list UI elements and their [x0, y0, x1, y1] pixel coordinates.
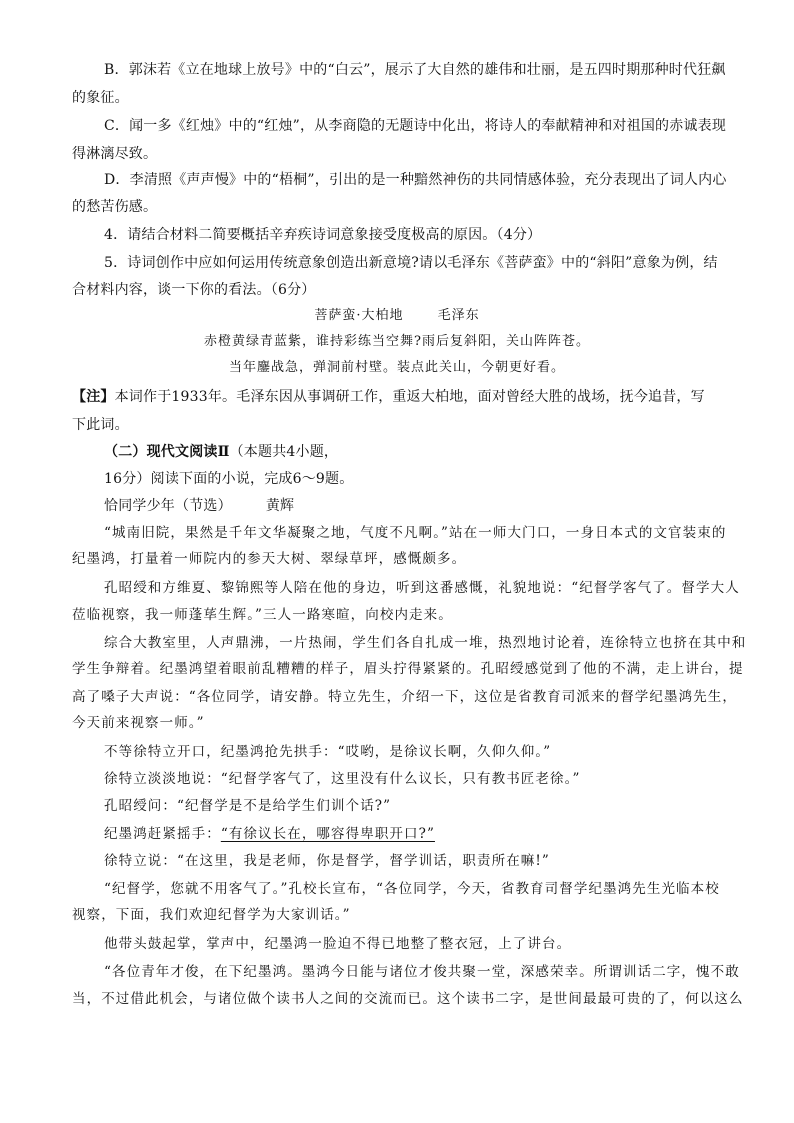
poem-heading [0, 307, 794, 325]
note-line-2: 下此词。 [72, 417, 129, 433]
story-p5: 徐特立淡淡地说：“纪督学客气了，这里没有什么议长，只有教书匠老徐。” [104, 771, 581, 787]
story-p3-line-3: 高了嗓子大声说：“各位同学，请安静。特立先生，介绍一下，这位是省教育司派来的督学纪墨鸿先生， [72, 689, 737, 705]
option-c-line-1: C．闻一多《红烛》中的“红烛”，从李商隐的无题诗中化出，将诗人的奉献精神和对祖国的赤诚表现 [104, 118, 727, 134]
story-p1-line-1: “城南旧院，果然是千年文华凝聚之地，气度不凡啊。”站在一师大门口，一身日本式的文官装束的 [104, 525, 727, 541]
option-c-line-2: 得淋漓尽致。 [72, 146, 158, 162]
story-p8: 徐特立说：“在这里，我是老师，你是督学，督学训话，职责所在嘛!” [104, 853, 550, 869]
option-b-line-2: 的象征。 [72, 90, 129, 106]
option-b-line-1: B．郭沫若《立在地球上放号》中的“白云”，展示了大自然的雄伟和壮丽，是五四时期那种时代狂飙 [104, 62, 726, 78]
section-2-instruction: 16分）阅读下面的小说，完成6～9题。 [104, 471, 354, 487]
question-4: 4．请结合材料二简要概括辛弃疾诗词意象接受度极高的原因。（4分） [104, 227, 542, 243]
section-2-heading [104, 443, 338, 461]
section-2-title: （二）现代文阅读Ⅱ [104, 444, 230, 460]
story-p10: 他带头鼓起掌，掌声中，纪墨鸿一脸迫不得已地整了整衣冠，上了讲台。 [104, 936, 572, 952]
poem-line-1: 赤橙黄绿青蓝紫，谁持彩练当空舞?雨后复斜阳，关山阵阵苍。 [204, 334, 590, 349]
story-p11-line-1: “各位青年才俊，在下纪墨鸿。墨鸿今日能与诸位才俊共聚一堂，深感荣幸。所谓训话二字，愧不敢 [104, 964, 740, 980]
story-title-line [104, 497, 294, 515]
note-text: 本词作于1933年。毛泽东因从事调研工作，重返大柏地，面对曾经大胜的战场，抚今追昔，写 [114, 389, 705, 405]
option-d-line-1: D．李清照《声声慢》中的“梧桐”，引出的是一种黯然神伤的共同情感体验，充分表现出了词人内心 [104, 172, 727, 188]
story-author: 黄辉 [265, 498, 295, 514]
story-p7-underlined: “有徐议长在，哪容得卑职开口?” [220, 826, 435, 842]
story-p3-line-1: 综合大教室里，人声鼎沸，一片热闹，学生们各自扎成一堆，热烈地讨论着，连徐特立也挤在其中和 [104, 635, 747, 651]
story-p6: 孔昭绶问：“纪督学是不是给学生们训个话?” [104, 798, 392, 814]
note-line-1 [72, 388, 705, 406]
option-d-line-2: 的愁苦伤感。 [72, 199, 158, 215]
story-p4: 不等徐特立开口，纪墨鸿抢先拱手：“哎哟，是徐议长啊，久仰久仰。” [104, 744, 552, 760]
story-p3-line-4: 今天前来视察一师。” [72, 715, 205, 731]
poem-line-2: 当年鏖战急，弹洞前村壁。装点此关山，今朝更好看。 [228, 360, 565, 375]
question-5-line-1: 5．诗词创作中应如何运用传统意象创造出新意境?请以毛泽东《菩萨蛮》中的“斜阳”意象为例，结 [104, 255, 718, 271]
story-p7-lead: 纪墨鸿赶紧摇手： [104, 826, 221, 842]
note-tag: 【注】 [72, 389, 115, 405]
story-title: 恰同学少年（节选） [104, 498, 232, 514]
story-p9-line-1: “纪督学，您就不用客气了。”孔校长宣布，“各位同学，今天，省教育司督学纪墨鸿先生光临本校 [104, 881, 720, 897]
story-p7 [104, 825, 435, 843]
story-p11-line-2: 当，不过借此机会，与诸位做个读书人之间的交流而已。这个读书二字，是世间最最可贵的了，何以这么 [72, 991, 744, 1007]
poem-title: 菩萨蛮·大柏地 [314, 308, 404, 323]
poem-author: 毛泽东 [437, 308, 480, 323]
story-p1-line-2: 纪墨鸿，打量着一师院内的参天大树、翠绿草坪，感慨颇多。 [72, 551, 467, 567]
section-2-title-rest: （本题共4小题， [229, 444, 339, 460]
story-p2-line-1: 孔昭绶和方维夏、黎锦熙等人陪在他的身边，听到这番感慨，礼貌地说：“纪督学客气了。督学大人 [104, 580, 740, 596]
story-p9-line-2: 视察，下面，我们欢迎纪督学为大家训话。” [72, 907, 351, 923]
story-p2-line-2: 莅临视察，我一师蓬荜生辉。”三人一路寒暄，向校内走来。 [72, 607, 453, 623]
story-p3-line-2: 学生争辩着。纪墨鸿望着眼前乱糟糟的样子，眉头拧得紧紧的。孔昭绶感觉到了他的不满，走上讲台，提 [72, 661, 744, 677]
question-5-line-2: 合材料内容，谈一下你的看法。（6分） [72, 282, 316, 298]
